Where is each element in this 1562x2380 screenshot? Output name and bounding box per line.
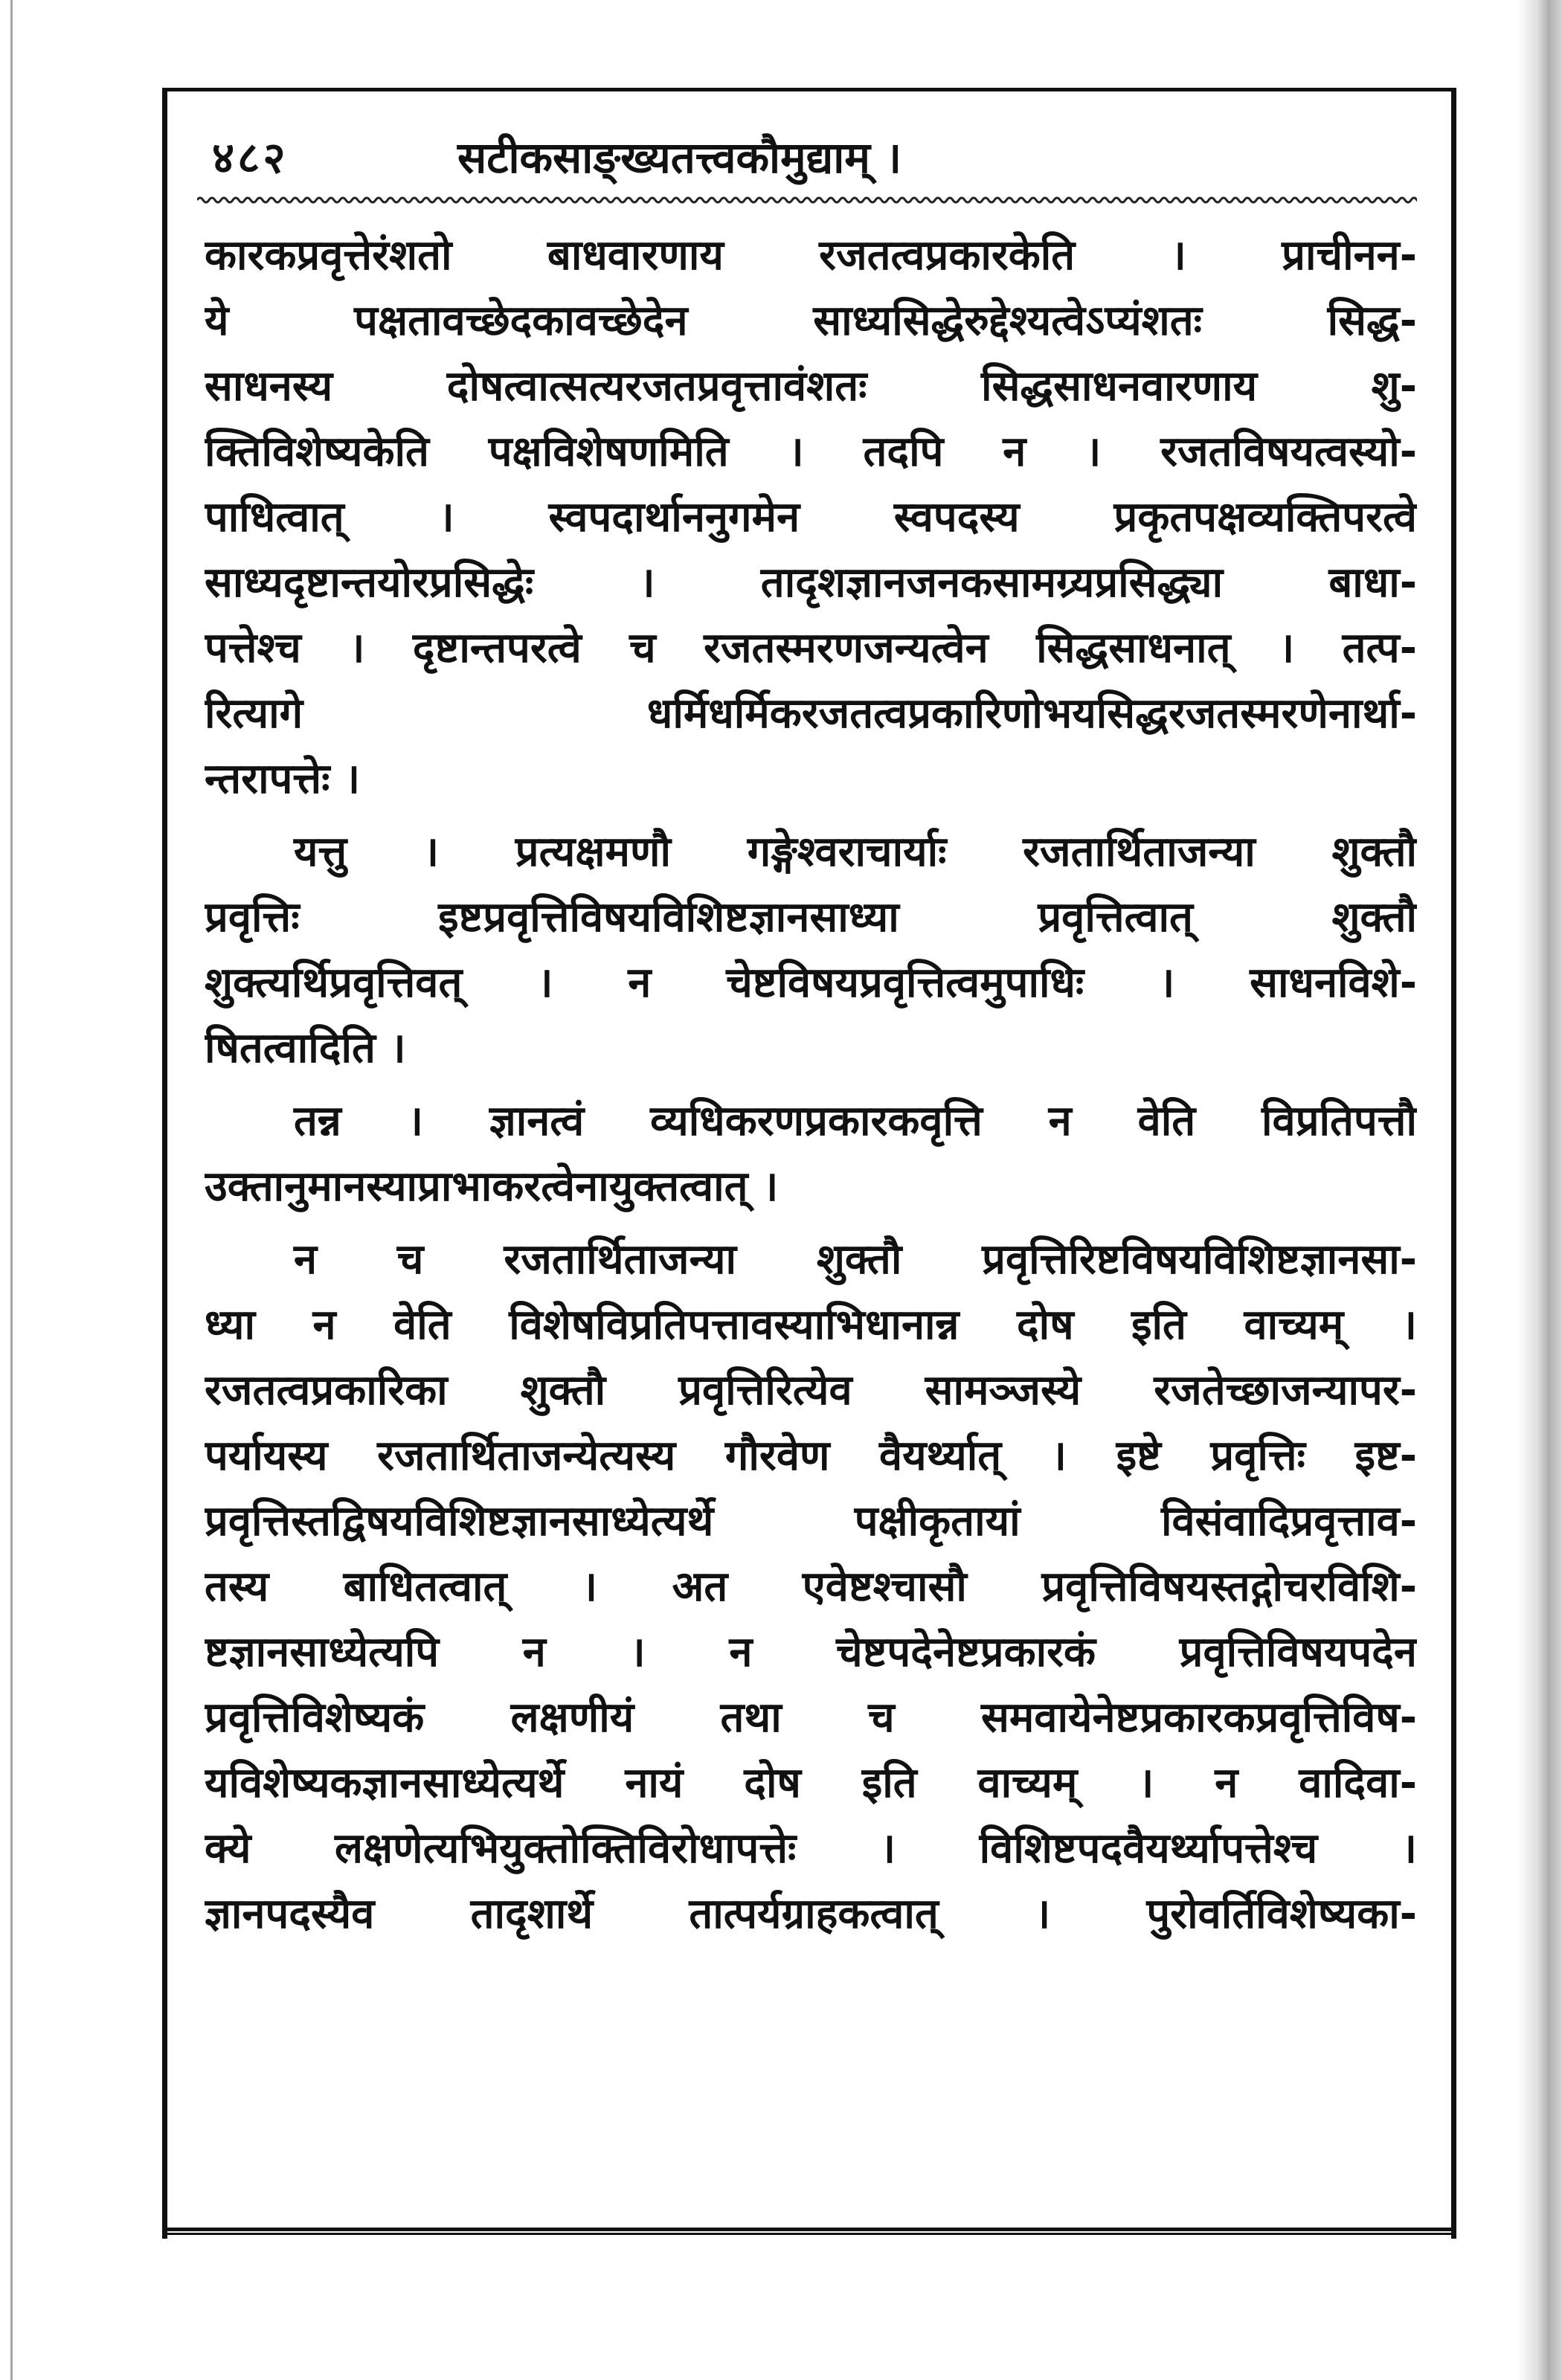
text-line: प्रवृत्तिविशेष्यकं लक्षणीयं तथा च समवायेनेष्टप्रकारकप्रवृत्तिविष- [205,1694,1417,1742]
text-line: पर्यायस्य रजतार्थिताजन्येत्यस्य गौरवेण वैयर्थ्यात् । इष्टे प्रवृत्तिः इष्ट- [205,1432,1417,1480]
text-line: न्तरापत्तेः । [205,755,361,803]
text-line: रजतत्वप्रकारिका शुक्तौ प्रवृत्तिरित्येव सामञ्जस्ये रजतेच्छाजन्यापर- [205,1366,1417,1415]
text-line: रित्यागे धर्मिधर्मिकरजतत्वप्रकारिणोभयसिद्धरजतस्मरणेनार्था- [205,689,1417,738]
text-line: प्रवृत्तिस्तद्विषयविशिष्टज्ञानसाध्येत्यर्थे पक्षीकृतायां विसंवादिप्रवृत्ताव- [205,1497,1417,1546]
text-line: ये पक्षतावच्छेदकावच्छेदेन साध्यसिद्धेरुद्देश्यत्वेऽप्यंशतः सिद्ध- [205,297,1417,345]
wavy-divider [197,195,1417,205]
paragraph [205,1227,1417,1947]
text-line: पत्तेश्च । दृष्टान्तपरत्वे च रजतस्मरणजन्यत्वेन सिद्धसाधनात् । तत्प- [205,624,1417,672]
body-text [205,223,1417,1955]
text-line: क्ये लक्षणेत्यभियुक्तोक्तिविरोधापत्तेः । विशिष्टपदवैयर्थ्यापत्तेश्च । [205,1824,1417,1873]
text-line: साधनस्य दोषत्वात्सत्यरजतप्रवृत्तावंशतः सिद्धसाधनवारणाय शु- [205,362,1417,411]
paragraph [205,1089,1417,1220]
text-line: यविशेष्यकज्ञानसाध्येत्यर्थे नायं दोष इति वाच्यम् । न वादिवा- [205,1759,1417,1807]
text-line: तस्य बाधितत्वात् । अत एवेष्टश्चासौ प्रवृत्तिविषयस्तद्गोचरविशि- [205,1563,1417,1611]
text-line: तन्न । ज्ञानत्वं व्यधिकरणप्रकारकवृत्ति न वेति विप्रतिपत्तौ [294,1097,1417,1145]
text-line: षितत्वादिति । [205,1024,406,1072]
paragraph [205,820,1417,1081]
scan-edge-right [1517,0,1562,2380]
scan-edge-left [10,0,13,2380]
text-line: पाधित्वात् । स्वपदार्थाननुगमेन स्वपदस्य प्रकृतपक्षव्यक्तिपरत्वे [205,493,1417,541]
paragraph [205,223,1417,812]
text-line: ध्या न वेति विशेषविप्रतिपत्तावस्याभिधानान्न दोष इति वाच्यम् । [205,1301,1417,1349]
running-title: सटीकसाङ्ख्यतत्त्वकौमुद्याम् । [457,132,902,183]
text-line: प्रवृत्तिः इष्टप्रवृत्तिविषयविशिष्टज्ञानसाध्या प्रवृत्तित्वात् शुक्तौ [205,893,1417,942]
text-line: यत्तु । प्रत्यक्षमणौ गङ्गेश्वराचार्याः रजतार्थिताजन्या शुक्तौ [294,828,1417,876]
text-line: ज्ञानपदस्यैव तादृशार्थे तात्पर्यग्राहकत्वात् । पुरोवर्तिविशेष्यका- [205,1890,1417,1938]
running-head [212,126,1417,193]
text-line: साध्यदृष्टान्तयोरप्रसिद्धेः । तादृशज्ञानजनकसामग्र्यप्रसिद्ध्या बाधा- [205,559,1417,607]
text-line: ष्टज्ञानसाध्येत्यपि न । न चेष्टपदेनेष्टप्रकारकं प्रवृत्तिविषयपदेन [205,1628,1417,1676]
text-line: कारकप्रवृत्तेरंशतो बाधवारणाय रजतत्वप्रकारकेति । प्राचीनन- [205,231,1417,280]
bottom-rule [162,2228,1456,2235]
text-line: उक्तानुमानस्याप्राभाकरत्वेनायुक्तत्वात् । [205,1162,779,1211]
text-line: क्तिविशेष्यकेति पक्षविशेषणमिति । तदपि न । रजतविषयत्वस्यो- [205,428,1417,476]
page-number: ४८२ [212,132,289,183]
text-line: शुक्त्यर्थिप्रवृत्तिवत् । न चेष्टविषयप्रवृत्तित्वमुपाधिः । साधनविशे- [205,959,1417,1007]
text-line: न च रजतार्थिताजन्या शुक्तौ प्रवृत्तिरिष्टविषयविशिष्टज्ञानसा- [294,1235,1417,1284]
